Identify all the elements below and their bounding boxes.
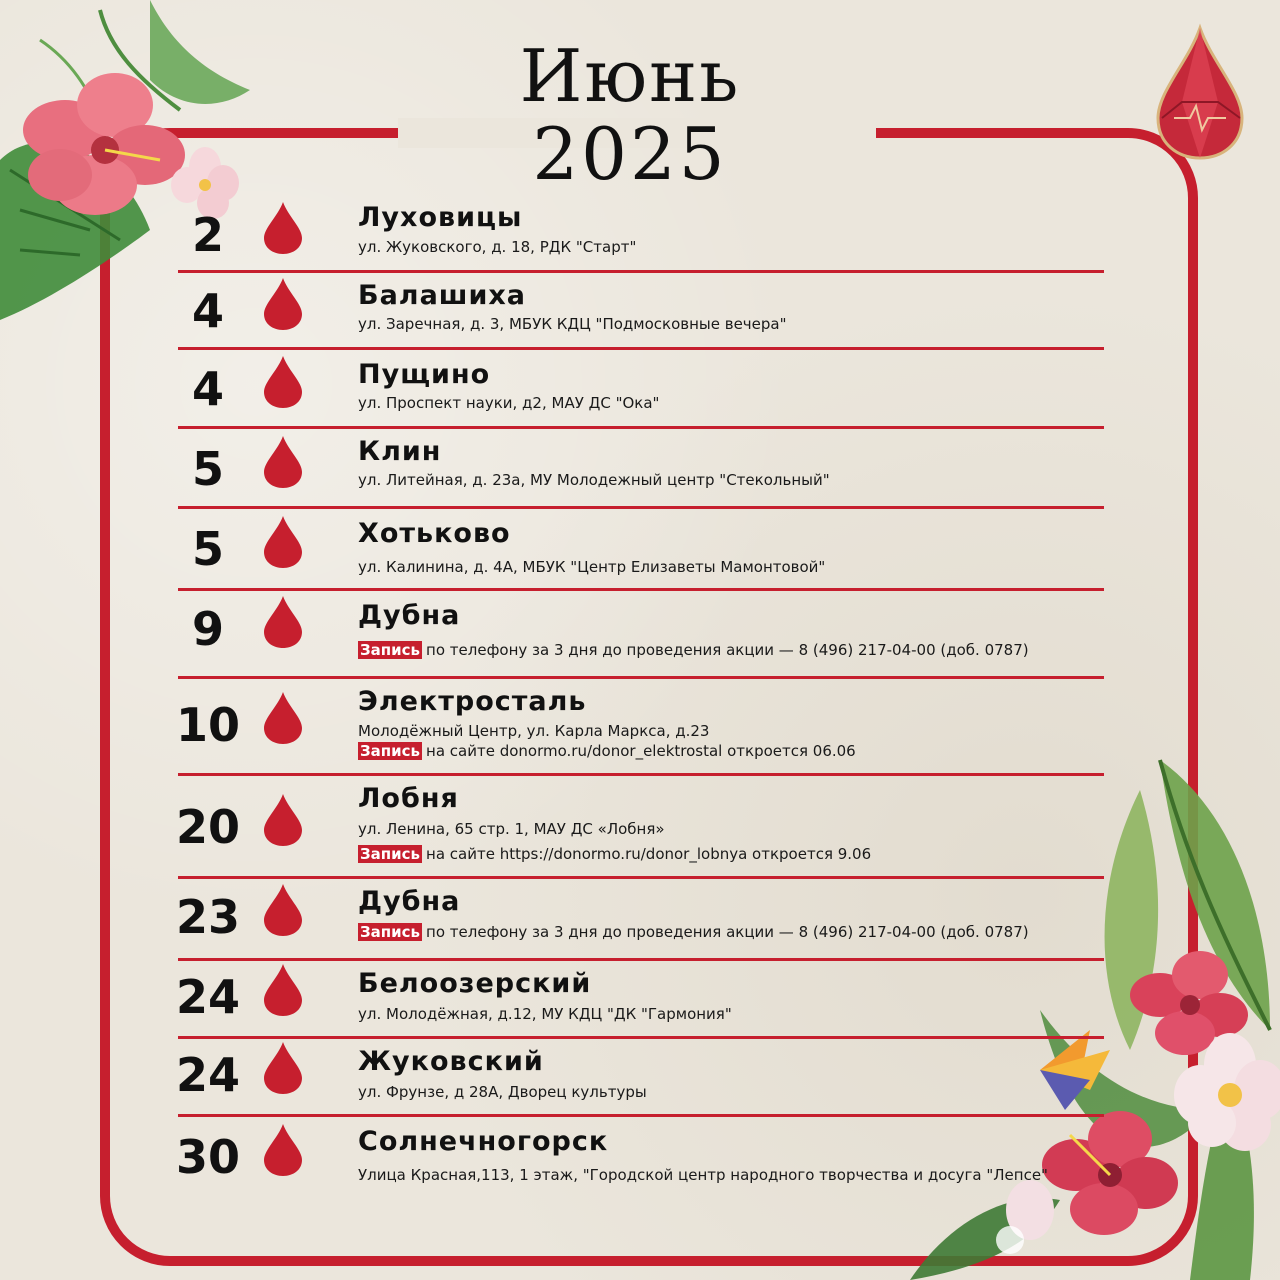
event-city: Жуковский bbox=[358, 1046, 544, 1077]
event-day: 4 bbox=[191, 284, 224, 338]
event-detail-text: ул. Молодёжная, д.12, МУ КДЦ "ДК "Гармония" bbox=[358, 1005, 732, 1023]
event-detail-text: Улица Красная,113, 1 этаж, "Городской центр народного творчества и досуга "Лепсе" bbox=[358, 1166, 1048, 1184]
blood-drop-icon bbox=[262, 276, 304, 332]
event-detail-line bbox=[358, 1005, 732, 1023]
event-day: 20 bbox=[175, 800, 240, 854]
event-city: Хотьково bbox=[358, 518, 511, 549]
event-detail-text: ул. Жуковского, д. 18, РДК "Старт" bbox=[358, 238, 637, 256]
row-separator bbox=[178, 506, 1104, 509]
blood-drop-icon bbox=[262, 594, 304, 650]
event-detail-line bbox=[358, 394, 659, 412]
event-detail-line bbox=[358, 742, 856, 760]
blood-drop-icon bbox=[262, 434, 304, 490]
blood-drop-icon bbox=[262, 514, 304, 570]
event-detail-text: по телефону за 3 дня до проведения акции — 8 (496) 217-04-00 (доб. 0787) bbox=[426, 641, 1029, 659]
event-detail-text: ул. Фрунзе, д 28А, Дворец культуры bbox=[358, 1083, 647, 1101]
event-detail-line bbox=[358, 471, 830, 489]
blood-drop-icon bbox=[262, 1122, 304, 1178]
title-year: 2025 bbox=[532, 112, 728, 196]
row-separator bbox=[178, 676, 1104, 679]
event-day: 5 bbox=[191, 522, 224, 576]
blood-drop-icon bbox=[262, 962, 304, 1018]
row-separator bbox=[178, 876, 1104, 879]
event-detail-line bbox=[358, 558, 825, 576]
row-separator bbox=[178, 958, 1104, 961]
blood-drop-icon bbox=[262, 792, 304, 848]
event-detail-line bbox=[358, 1166, 1048, 1184]
event-detail-text: ул. Проспект науки, д2, МАУ ДС "Ока" bbox=[358, 394, 660, 412]
event-detail-line bbox=[358, 1083, 647, 1101]
event-detail-line bbox=[358, 820, 665, 838]
event-detail-line bbox=[358, 845, 871, 863]
event-day: 24 bbox=[175, 970, 240, 1024]
event-city: Дубна bbox=[358, 600, 461, 631]
event-city: Дубна bbox=[358, 886, 461, 917]
event-day: 10 bbox=[175, 698, 240, 752]
bottom-right-flowers-icon bbox=[890, 750, 1280, 1280]
event-detail-line bbox=[358, 923, 1029, 941]
row-separator bbox=[178, 1036, 1104, 1039]
event-day: 9 bbox=[191, 602, 224, 656]
event-city: Пущино bbox=[358, 359, 491, 390]
row-separator bbox=[178, 347, 1104, 350]
event-city: Луховицы bbox=[358, 202, 523, 233]
event-detail-text: ул. Калинина, д. 4А, МБУК "Центр Елизаветы Мамонтовой" bbox=[358, 558, 826, 576]
blood-drop-icon bbox=[262, 200, 304, 256]
event-detail-text: ул. Литейная, д. 23а, МУ Молодежный центр "Стекольный" bbox=[358, 471, 830, 489]
booking-tag: Запись bbox=[360, 742, 421, 760]
booking-tag: Запись bbox=[360, 845, 421, 863]
row-separator bbox=[178, 1114, 1104, 1117]
event-day: 24 bbox=[175, 1048, 240, 1102]
event-city: Солнечногорск bbox=[358, 1126, 609, 1157]
blood-drop-gem-icon bbox=[1152, 22, 1248, 162]
event-detail-line bbox=[358, 722, 709, 740]
row-separator bbox=[178, 426, 1104, 429]
event-detail-line bbox=[358, 238, 636, 256]
event-detail-text: Молодёжный Центр, ул. Карла Маркса, д.23 bbox=[358, 722, 710, 740]
event-detail-text: на сайте https://donormo.ru/donor_lobnya откроется 9.06 bbox=[426, 845, 872, 863]
event-city: Электросталь bbox=[358, 686, 587, 717]
blood-drop-icon bbox=[262, 354, 304, 410]
event-detail-line bbox=[358, 315, 787, 333]
row-separator bbox=[178, 773, 1104, 776]
event-city: Лобня bbox=[358, 783, 459, 814]
event-detail-text: по телефону за 3 дня до проведения акции — 8 (496) 217-04-00 (доб. 0787) bbox=[426, 923, 1029, 941]
blood-drop-icon bbox=[262, 690, 304, 746]
event-detail-text: на сайте donormo.ru/donor_elektrostal откроется 06.06 bbox=[426, 742, 856, 760]
row-separator bbox=[178, 270, 1104, 273]
event-day: 23 bbox=[175, 890, 240, 944]
event-detail-text: ул. Заречная, д. 3, МБУК КДЦ "Подмосковные вечера" bbox=[358, 315, 787, 333]
page-title bbox=[400, 34, 860, 196]
event-detail-text: ул. Ленина, 65 стр. 1, МАУ ДС «Лобня» bbox=[358, 820, 665, 838]
booking-tag: Запись bbox=[360, 923, 421, 941]
event-city: Белоозерский bbox=[358, 968, 592, 999]
event-city: Балашиха bbox=[358, 280, 527, 311]
event-detail-line bbox=[358, 641, 1029, 659]
event-day: 4 bbox=[191, 362, 224, 416]
event-city: Клин bbox=[358, 436, 442, 467]
blood-drop-icon bbox=[262, 1040, 304, 1096]
event-day: 5 bbox=[191, 442, 224, 496]
top-left-flowers-icon bbox=[0, 0, 260, 330]
row-separator bbox=[178, 588, 1104, 591]
event-day: 2 bbox=[191, 208, 224, 262]
blood-drop-icon bbox=[262, 882, 304, 938]
event-day: 30 bbox=[175, 1130, 240, 1184]
title-month: Июнь bbox=[519, 34, 741, 118]
booking-tag: Запись bbox=[360, 641, 421, 659]
